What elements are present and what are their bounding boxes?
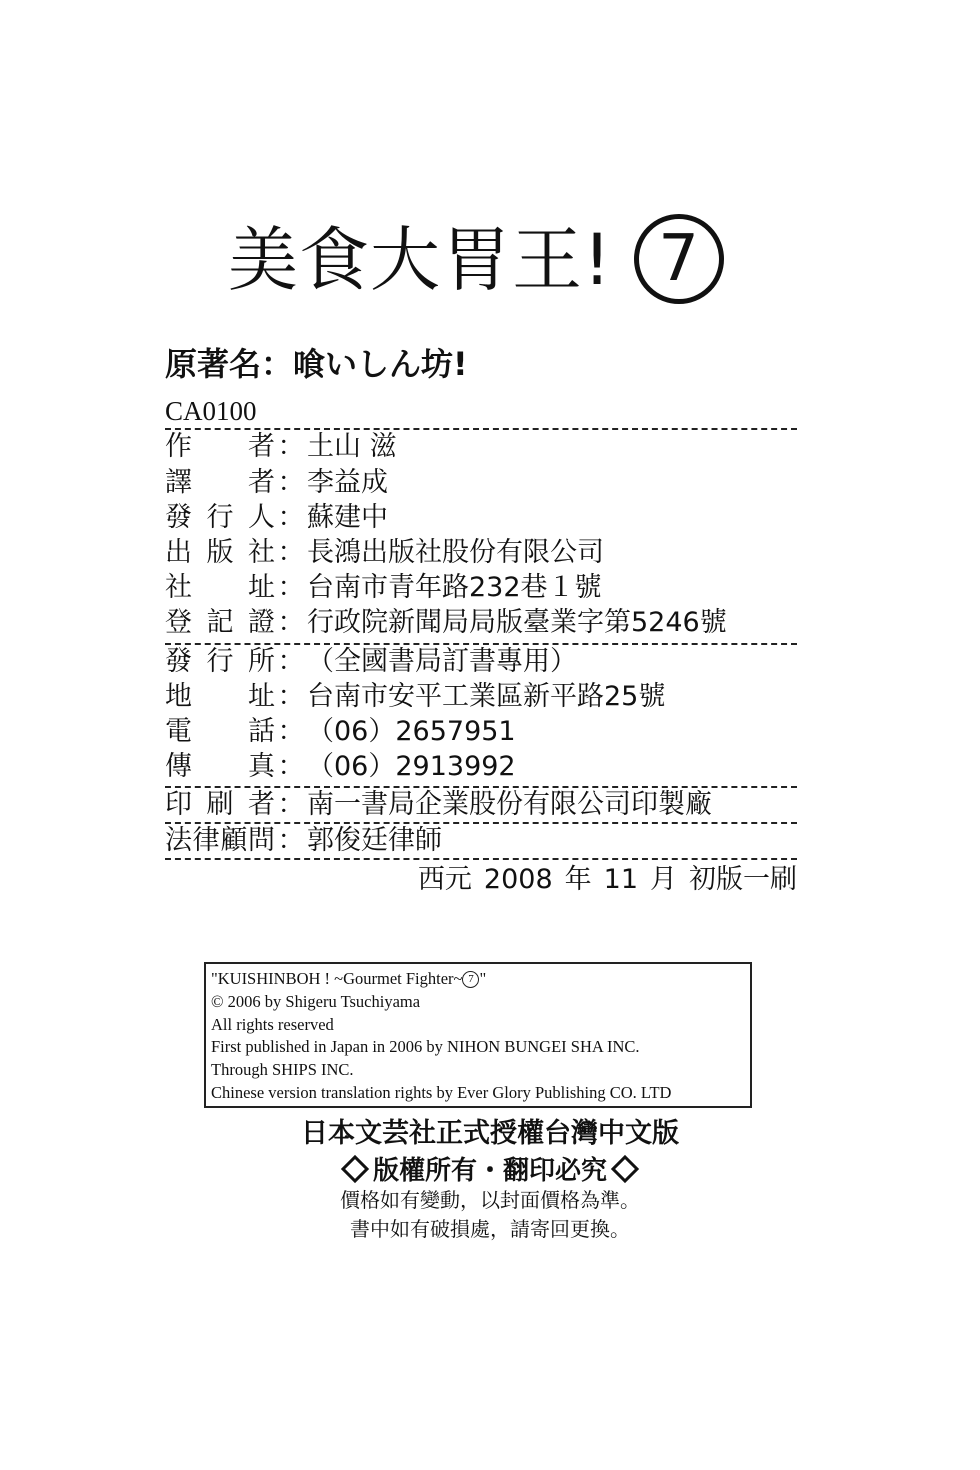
row-value: （06）2913992 bbox=[307, 751, 516, 782]
rights-notice-text: 版權所有・翻印必究 bbox=[372, 1156, 607, 1186]
row-colon: ： bbox=[277, 431, 305, 462]
info-row-distributor bbox=[165, 644, 577, 680]
row-value: 南一書局企業股份有限公司印製廠 bbox=[307, 789, 712, 820]
copyright-line-agent: Through SHIPS INC. bbox=[211, 1060, 354, 1080]
volume-number-circle: 7 bbox=[634, 214, 724, 304]
row-value: 郭俊廷律師 bbox=[307, 825, 442, 856]
info-row-company-address bbox=[165, 570, 602, 606]
date-year-unit: 年 bbox=[564, 864, 592, 895]
copyright-line-translation: Chinese version translation rights by Ever Glory Publishing CO. LTD bbox=[211, 1082, 672, 1102]
row-label: 電話 bbox=[165, 716, 275, 747]
row-value: （全國書局訂書專用） bbox=[307, 646, 577, 677]
row-label: 出版社 bbox=[165, 537, 275, 568]
info-row-fax bbox=[165, 749, 516, 785]
row-value: 台南市青年路232巷１號 bbox=[307, 572, 602, 603]
row-colon: ： bbox=[277, 825, 305, 856]
defect-notice: 書中如有破損處，請寄回更換。 bbox=[350, 1217, 630, 1241]
row-label: 作者 bbox=[165, 431, 275, 462]
rights-notice bbox=[0, 1152, 980, 1190]
diamond-icon bbox=[611, 1154, 639, 1182]
date-era: 西元 bbox=[417, 864, 472, 895]
row-colon: ： bbox=[277, 607, 305, 638]
date-edition: 初版一刷 bbox=[689, 864, 797, 895]
row-value: 蘇建中 bbox=[307, 502, 388, 533]
row-colon: ： bbox=[277, 467, 305, 498]
row-label: 印刷者 bbox=[165, 789, 275, 820]
row-value: 土山 滋 bbox=[307, 431, 397, 462]
row-label: 發行所 bbox=[165, 646, 275, 677]
row-colon: ： bbox=[277, 716, 305, 747]
row-colon: ： bbox=[277, 502, 305, 533]
book-title bbox=[228, 212, 724, 310]
date-month: 11 bbox=[603, 864, 638, 895]
row-label: 登記證 bbox=[165, 607, 275, 638]
row-value: 長鴻出版社股份有限公司 bbox=[307, 537, 604, 568]
row-label: 傳真 bbox=[165, 751, 275, 782]
info-row-publisher bbox=[165, 535, 604, 571]
copyright-volume-circle: 7 bbox=[462, 971, 479, 988]
original-title-colon: ： bbox=[261, 345, 294, 383]
date-month-unit: 月 bbox=[650, 864, 677, 895]
authorization-statement: 日本文芸社正式授權台灣中文版 bbox=[301, 1118, 679, 1149]
info-row-phone bbox=[165, 714, 516, 750]
row-label: 法律顧問 bbox=[165, 825, 275, 856]
row-label: 發行人 bbox=[165, 502, 275, 533]
original-title-label: 原著名 bbox=[165, 345, 262, 383]
row-colon: ： bbox=[277, 681, 305, 712]
info-row-publisher-person bbox=[165, 500, 388, 536]
copyright-line-title bbox=[211, 968, 746, 991]
info-row-legal-counsel bbox=[165, 823, 442, 859]
price-notice: 價格如有變動，以封面價格為準。 bbox=[340, 1188, 640, 1212]
row-colon: ： bbox=[277, 751, 305, 782]
copyright-line-rights: All rights reserved bbox=[211, 1014, 334, 1034]
info-row-translator bbox=[165, 465, 388, 501]
row-value: 台南市安平工業區新平路25號 bbox=[307, 681, 666, 712]
date-year: 2008 bbox=[483, 864, 553, 895]
row-label: 譯者 bbox=[165, 467, 275, 498]
original-title-value: 喰いしん坊! bbox=[293, 345, 468, 383]
divider-line bbox=[165, 858, 797, 860]
row-label: 地址 bbox=[165, 681, 275, 712]
copyright-line-author: © 2006 by Shigeru Tsuchiyama bbox=[211, 991, 421, 1011]
info-row-registration bbox=[165, 605, 727, 641]
row-colon: ： bbox=[277, 789, 305, 820]
publication-date bbox=[406, 861, 797, 899]
row-value: （06）2657951 bbox=[307, 716, 516, 747]
info-row-author bbox=[165, 429, 397, 465]
copyright-title-quote: " bbox=[479, 969, 487, 988]
copyright-line-first-published: First published in Japan in 2006 by NIHON BUNGEI SHA INC. bbox=[211, 1037, 640, 1057]
original-title bbox=[165, 338, 468, 390]
book-title-text: 美食大胃王! bbox=[228, 219, 613, 301]
row-colon: ： bbox=[277, 572, 305, 603]
row-colon: ： bbox=[277, 537, 305, 568]
diamond-icon bbox=[341, 1154, 369, 1182]
row-value: 行政院新聞局局版臺業字第5246號 bbox=[307, 607, 727, 638]
row-value: 李益成 bbox=[307, 467, 388, 498]
copyright-box bbox=[204, 962, 752, 1108]
info-row-distributor-address bbox=[165, 679, 665, 715]
copyright-title-text: "KUISHINBOH ! ~Gourmet Fighter~ bbox=[211, 969, 463, 988]
row-label: 社址 bbox=[165, 572, 275, 603]
row-colon: ： bbox=[277, 646, 305, 677]
catalog-code: CA0100 bbox=[165, 396, 257, 426]
info-row-printer bbox=[165, 787, 712, 823]
